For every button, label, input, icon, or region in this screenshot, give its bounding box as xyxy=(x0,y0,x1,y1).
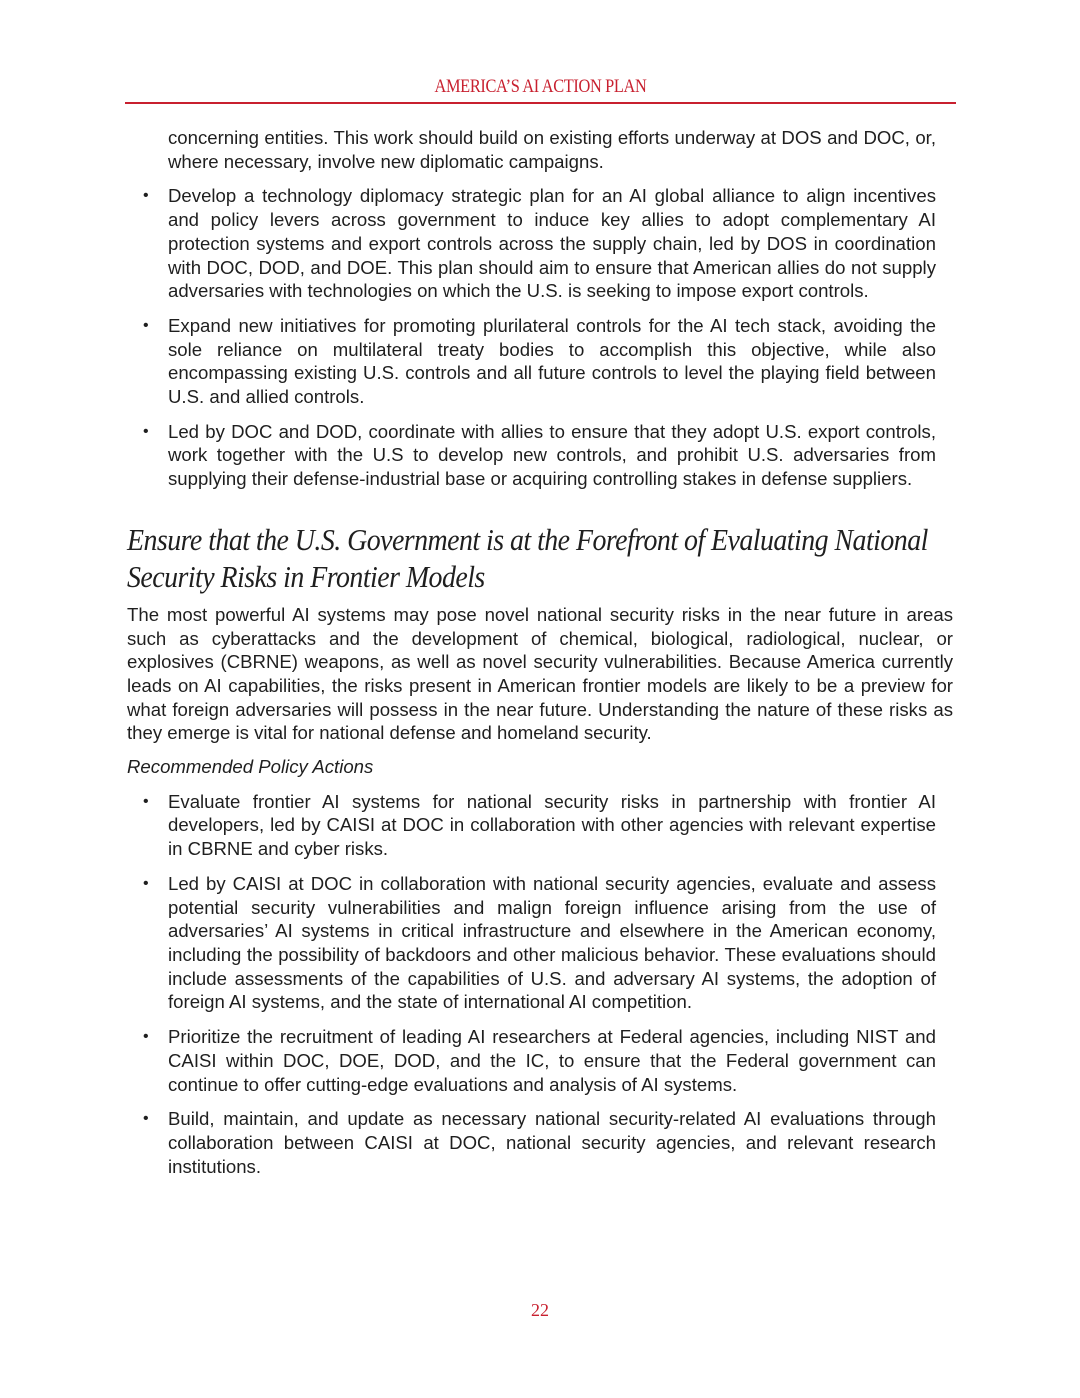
bullet-icon: • xyxy=(143,422,149,440)
continued-paragraph: concerning entities. This work should build on existing efforts underway at DOS and DOC, or, where necessary, involve new diplomatic campaigns. xyxy=(168,127,936,172)
page-number: 22 xyxy=(531,1300,549,1320)
bullet-icon: • xyxy=(143,1110,149,1128)
recommended-actions-heading: Recommended Policy Actions xyxy=(127,756,374,778)
bullet-icon: • xyxy=(143,187,149,205)
bullet-icon: • xyxy=(143,874,149,892)
list-item: • Led by CAISI at DOC in collaboration with national security agencies, evaluate and assess potential security vulnerabilities and malign foreign influence arising from the use of adversaries’ AI systems in critical infrastructure and elsewhere in the American economy, including the possibility of backdoors and other malicious behavior. These evaluations should include assessments of the capabilities of U.S. and adversary AI systems, the adoption of foreign AI systems, and the state of international AI competition. xyxy=(143,872,936,1013)
list-item: • Prioritize the recruitment of leading AI researchers at Federal agencies, including NIST and CAISI within DOC, DOE, DOD, and the IC, to ensure that the Federal government can continue to offer cutting-edge evaluations and analysis of AI systems. xyxy=(143,1026,936,1095)
bullet-icon: • xyxy=(143,316,149,334)
page-content xyxy=(127,126,953,1189)
bullet-list-top xyxy=(127,184,953,490)
list-item: • Develop a technology diplomacy strategic plan for an AI global alliance to align incentives and policy levers across government to induce key allies to adopt complementary AI protection systems and export controls across the supply chain, led by DOS in coordination with DOC, DOD, and DOE. This plan should aim to ensure that American allies do not supply adversaries with technologies on which the U.S. is seeking to impose export controls. xyxy=(143,185,936,302)
section-intro: The most powerful AI systems may pose novel national security risks in the near future in areas such as cyberattacks and the development of chemical, biological, radiological, nuclear, or explosives (CBRNE) weapons, as well as novel security vulnerabilities. Because America currently leads on AI capabilities, the risks present in American frontier models are likely to be a preview for what foreign adversaries will possess in the near future. Understanding the nature of these risks as they emerge is vital for national defense and homeland security. xyxy=(127,603,953,744)
section-title: Ensure that the U.S. Government is at the Forefront of Evaluating National Security Risks in Frontier Models xyxy=(127,521,928,594)
list-item: • Build, maintain, and update as necessary national security-related AI evaluations through collaboration between CAISI at DOC, national security agencies, and relevant research institutions. xyxy=(143,1108,936,1177)
bullet-icon: • xyxy=(143,792,149,810)
list-item: • Led by DOC and DOD, coordinate with allies to ensure that they adopt U.S. export controls, work together with the U.S to develop new controls, and prohibit U.S. adversaries from supplying their defense-industrial base or acquiring controlling stakes in defense suppliers. xyxy=(143,420,936,490)
document-header: AMERICA’S AI ACTION PLAN xyxy=(434,76,647,97)
bullet-list-actions xyxy=(127,790,953,1179)
list-item: • Evaluate frontier AI systems for national security risks in partnership with frontier AI developers, led by CAISI at DOC in collaboration with other agencies with relevant expertise in CBRNE and cyber risks. xyxy=(143,790,936,860)
bullet-icon: • xyxy=(143,1028,149,1046)
list-item: • Expand new initiatives for promoting plurilateral controls for the AI tech stack, avoiding the sole reliance on multilateral treaty bodies to accomplish this objective, while also encompassing existing U.S. controls and all future controls to level the playing field between U.S. and allied controls. xyxy=(143,314,936,408)
header-rule xyxy=(125,102,956,104)
